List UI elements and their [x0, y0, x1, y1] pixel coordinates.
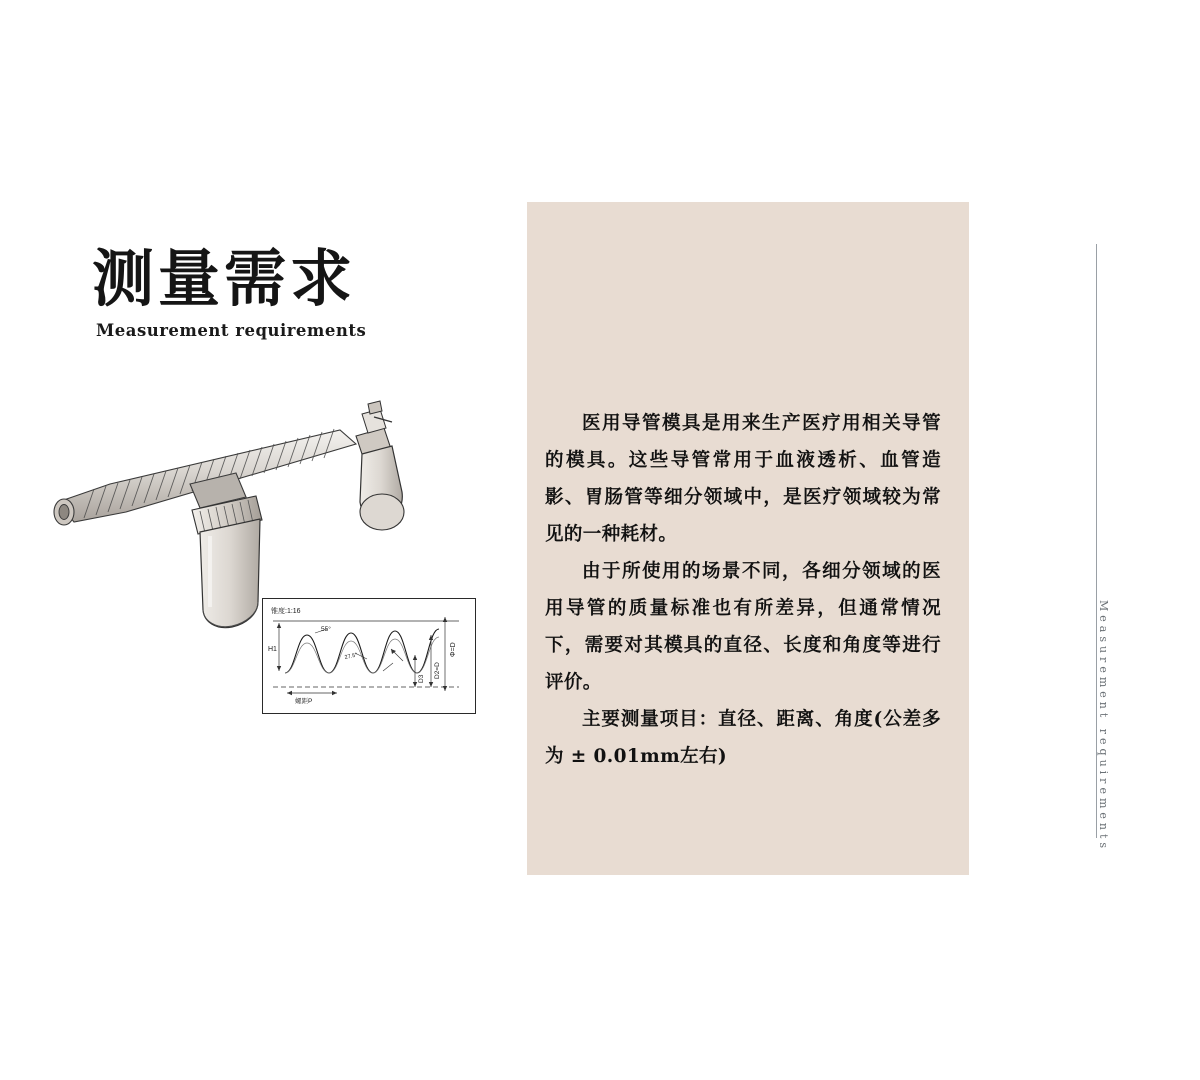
- tech-label-angle-275: 27.5°: [344, 652, 359, 661]
- page-subtitle: Measurement requirements: [96, 321, 367, 341]
- paragraph-2: 由于所使用的场景不同，各细分领域的医用导管的质量标准也有所差异，但通常情况下，需要对其模具的直径、长度和角度等进行评价。: [545, 561, 941, 693]
- tech-label-d3: D3: [418, 674, 425, 683]
- thread-profile-technical-drawing: [262, 598, 476, 714]
- tech-label-h1: H1: [268, 646, 277, 653]
- tech-label-pitch: 螺距P: [295, 698, 313, 705]
- illustration-graphic: [54, 401, 404, 628]
- tech-label-angle-55: 55°: [321, 626, 331, 633]
- paragraph-3: 主要测量项目：直径、距离、角度(公差多为 ± 0.01mm左右): [545, 709, 941, 767]
- tech-label-d2: D2=D: [434, 662, 441, 679]
- side-vertical-label: Measurement requirements: [1097, 600, 1110, 853]
- tech-label-taper: 锥度:1:16: [271, 608, 301, 615]
- body-text: [545, 405, 941, 775]
- title-block: [92, 242, 512, 341]
- page-title: 测量需求: [92, 242, 357, 315]
- tech-label-d-outer: Φ=D: [450, 642, 457, 657]
- paragraph-1: 医用导管模具是用来生产医疗用相关导管的模具。这些导管常用于血液透析、血管造影、胃肠管等细分领域中，是医疗领域较为常见的一种耗材。: [545, 413, 941, 545]
